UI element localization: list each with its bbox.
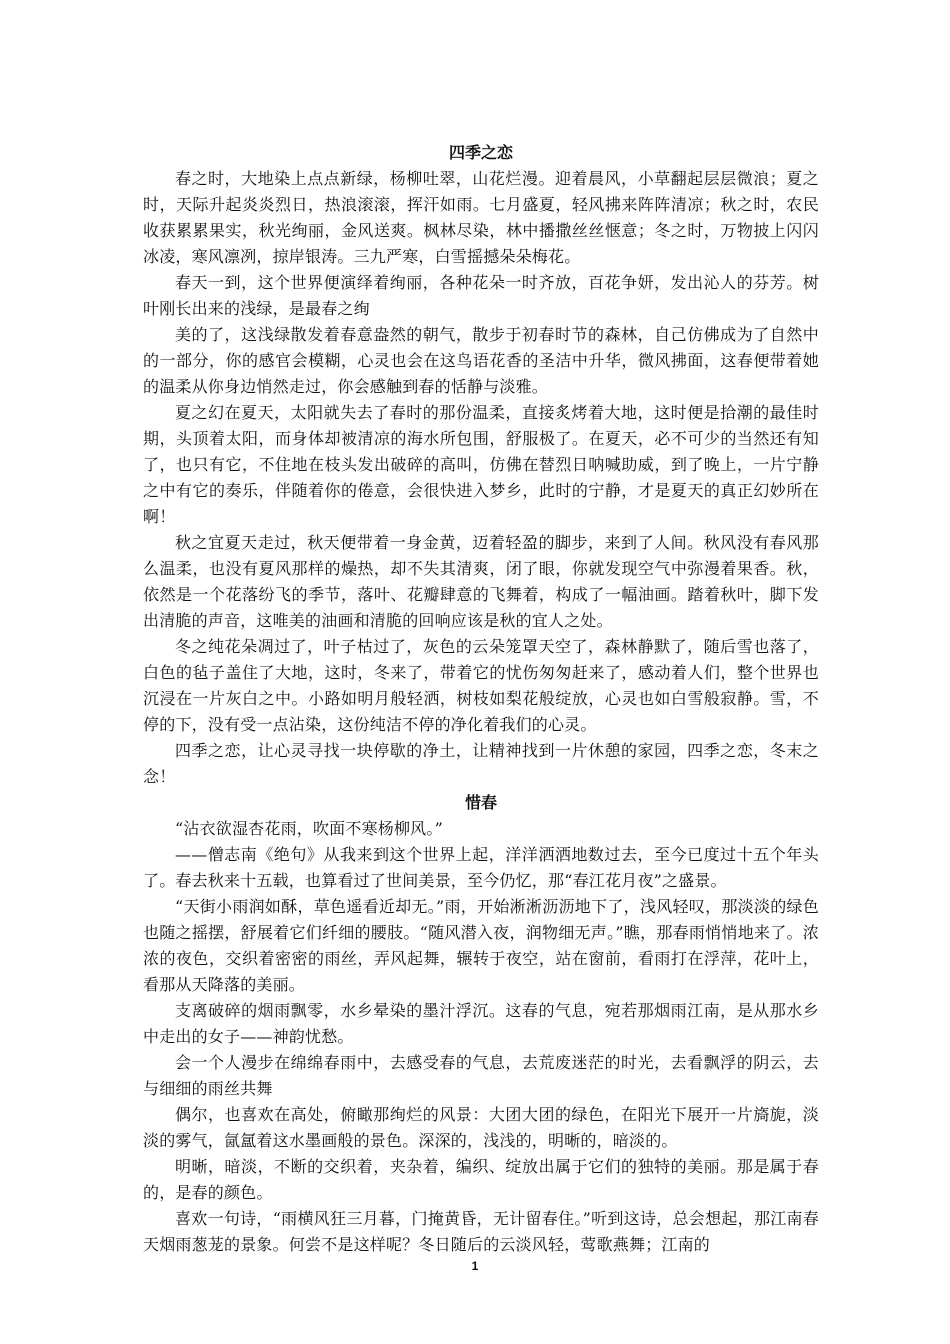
section-title: 惜春 — [464, 793, 497, 812]
page-number: 1 — [471, 1259, 479, 1273]
paragraph: 秋之宜夏天走过，秋天便带着一身金黄，迈着轻盈的脚步，来到了人间。秋风没有春风那么温柔，也没有夏风那样的燥热，却不失其清爽，闭了眼，你就发现空气中弥漫着果香。秋，依然是一个花落纷飞的季节，落叶、花瓣肆意的飞舞着，构成了一幅油画。踏着秋叶，脚下发出清脆的声音，这唯美的油画和清脆的回响应该是秋的宜人之处。 — [143, 533, 819, 630]
paragraph: 喜欢一句诗，“雨横风狂三月暮，门掩黄昏，无计留春住。”听到这诗，总会想起，那江南春天烟雨葱茏的景象。何尝不是这样呢？冬日随后的云淡风轻，莺歌燕舞；江南的 — [143, 1209, 819, 1254]
paragraph: “沾衣欲湿杏花雨，吹面不寒杨柳风。” — [175, 819, 443, 838]
document-body — [143, 140, 819, 1258]
paragraph: 美的了，这浅绿散发着春意盎然的朝气，散步于初春时节的森林，自己仿佛成为了自然中的一部分，你的感官会模糊，心灵也会在这鸟语花香的圣洁中升华，微风拂面，这春便带着她的温柔从你身边悄然走过，你会感触到春的恬静与淡雅。 — [143, 325, 819, 396]
paragraph: 支离破碎的烟雨飘零，水乡晕染的墨汁浮沉。这春的气息，宛若那烟雨江南，是从那水乡中走出的女子——神韵忧愁。 — [143, 1001, 819, 1046]
paragraph: 春之时，大地染上点点新绿，杨柳吐翠，山花烂漫。迎着晨风，小草翻起层层微浪；夏之时，天际升起炎炎烈日，热浪滚滚，挥汗如雨。七月盛夏，轻风拂来阵阵清凉；秋之时，农民收获累累果实，秋光绚丽，金风送爽。枫林尽染，林中播撒丝丝惬意；冬之时，万物披上闪闪冰凌，寒风凛冽，掠岸银涛。三九严寒，白雪摇撼朵朵梅花。 — [143, 169, 819, 266]
paragraph: 冬之纯花朵凋过了，叶子枯过了，灰色的云朵笼罩天空了，森林静默了，随后雪也落了，白色的毡子盖住了大地，这时，冬来了，带着它的忧伤匆匆赶来了，感动着人们，整个世界也沉浸在一片灰白之中。小路如明月般轻洒，树枝如梨花般绽放，心灵也如白雪般寂静。雪，不停的下，没有受一点沾染，这份纯洁不停的净化着我们的心灵。 — [143, 637, 819, 734]
paragraph: 春天一到，这个世界便演绎着绚丽，各种花朵一时齐放，百花争妍，发出沁人的芬芳。树叶刚长出来的浅绿，是最春之绚 — [143, 273, 819, 318]
section-title: 四季之恋 — [448, 143, 513, 162]
paragraph: 夏之幻在夏天，太阳就失去了春时的那份温柔，直接炙烤着大地，这时便是拾潮的最佳时期，头顶着太阳，而身体却被清凉的海水所包围，舒服极了。在夏天，必不可少的当然还有知了，也只有它，不住地在枝头发出破碎的高叫，仿佛在替烈日呐喊助威，到了晚上，一片宁静之中有它的奏乐，伴随着你的倦意，会很快进入梦乡，此时的宁静，才是夏天的真正幻妙所在啊！ — [143, 403, 819, 526]
paragraph: 四季之恋，让心灵寻找一块停歇的净土，让精神找到一片休憩的家园，四季之恋，冬末之念！ — [143, 741, 819, 786]
paragraph: ——僧志南《绝句》从我来到这个世界上起，洋洋洒洒地数过去，至今已度过十五个年头了。春去秋来十五载，也算看过了世间美景，至今仍忆，那“春江花月夜”之盛景。 — [143, 845, 819, 890]
paragraph: 明晰，暗淡，不断的交织着，夹杂着，编织、绽放出属于它们的独特的美丽。那是属于春的，是春的颜色。 — [143, 1157, 819, 1202]
paragraph: “天街小雨润如酥，草色遥看近却无。”雨，开始淅淅沥沥地下了，浅风轻叹，那淡淡的绿色也随之摇摆，舒展着它们纤细的腰肢。“随风潜入夜，润物细无声。”瞧，那春雨悄悄地来了。浓浓的夜色，交织着密密的雨丝，弄风起舞，辗转于夜空，站在窗前，看雨打在浮萍，花叶上，看那从天降落的美丽。 — [143, 897, 819, 994]
paragraph: 会一个人漫步在绵绵春雨中，去感受春的气息，去荒废迷茫的时光，去看飘浮的阴云，去与细细的雨丝共舞 — [143, 1053, 819, 1098]
paragraph: 偶尔，也喜欢在高处，俯瞰那绚烂的风景：大团大团的绿色，在阳光下展开一片旖旎，淡淡的雾气，氤氲着这水墨画般的景色。深深的，浅浅的，明晰的，暗淡的。 — [143, 1105, 819, 1150]
